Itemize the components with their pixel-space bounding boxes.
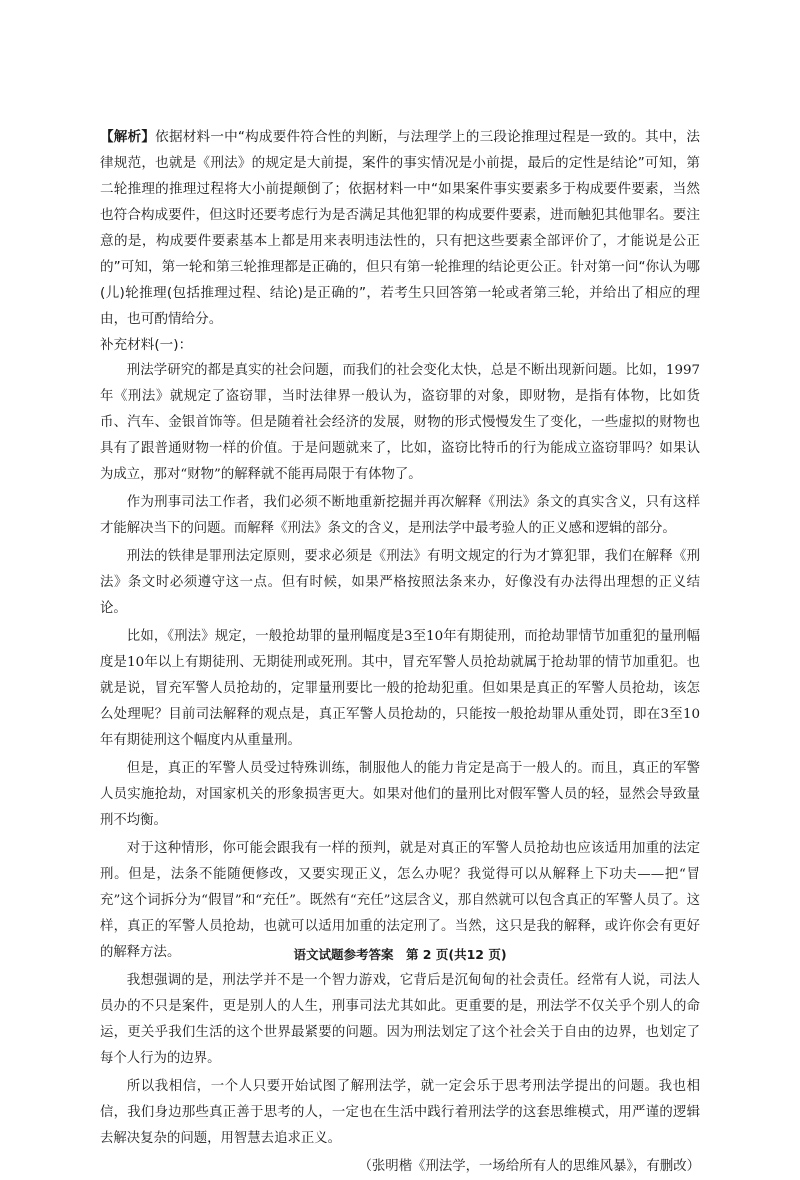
page-footer: 语文试题参考答案 第 2 页(共12 页) bbox=[293, 947, 507, 962]
supplement-paragraph: 所以我相信，一个人只要开始试图了解刑法学，就一定会乐于思考刑法学提出的问题。我也相信，我们身边那些真正善于思考的人，一定也在生活中践行着刑法学的这套思维模式，用严谨的逻辑去解决复杂的问题，用智慧去追求正义。 bbox=[100, 1079, 700, 1146]
source-citation: （张明楷《刑法学，一场给所有人的思维风暴》，有删改） bbox=[358, 1159, 700, 1174]
analysis-tag: 【解析】 bbox=[100, 129, 156, 145]
supplement-paragraph: 但是，真正的军警人员受过特殊训练，制服他人的能力肯定是高于一般人的。而且，真正的军警人员实施抢劫，对国家机关的形象损害更大。如果对他们的量刑比对假军警人员的轻，显然会导致量刑不均衡。 bbox=[100, 761, 700, 828]
supplement-title: 补充材料(一)： bbox=[100, 337, 193, 353]
supplement-paragraph: 我想强调的是，刑法学并不是一个智力游戏，它背后是沉甸甸的社会责任。经常有人说，司法人员办的不只是案件，更是别人的人生，刑事司法尤其如此。更重要的是，刑法学不仅关乎个别人的命运，更关乎我们生活的这个世界最紧要的问题。因为刑法划定了这个社会关于自由的边界，也划定了每个人行为的边界。 bbox=[100, 973, 700, 1066]
supplement-paragraph: 刑法学研究的都是真实的社会问题，而我们的社会变化太快，总是不断出现新问题。比如，1997年《刑法》就规定了盗窃罪，当时法律界一般认为，盗窃罪的对象，即财物，是指有体物，比如货币、汽车、金银首饰等。但是随着社会经济的发展，财物的形式慢慢发生了变化，一些虚拟的财物也具有了跟普通财物一样的价值。于是问题就来了，比如，盗窃比特币的行为能成立盗窃罪吗？如果认为成立，那对“财物”的解释就不能再局限于有体物了。 bbox=[100, 363, 700, 482]
supplement-paragraph: 对于这种情形，你可能会跟我有一样的预判，就是对真正的军警人员抢劫也应该适用加重的法定刑。但是，法条不能随便修改，又要实现正义，怎么办呢？我觉得可以从解释上下功夫——把“冒充”这个词拆分为“假冒”和“充任”。既然有“充任”这层含义，那自然就可以包含真正的军警人员了。这样，真正的军警人员抢劫，也就可以适用加重的法定刑了。当然，这只是我的解释，或许你会有更好的解释方法。 bbox=[100, 841, 700, 960]
supplement-paragraph: 作为刑事司法工作者，我们必须不断地重新挖掘并再次解释《刑法》条文的真实含义，只有这样才能解决当下的问题。而解释《刑法》条文的含义，是刑法学中最考验人的正义感和逻辑的部分。 bbox=[100, 495, 700, 536]
supplement-paragraph: 比如，《刑法》规定，一般抢劫罪的量刑幅度是3至10年有期徒刑，而抢劫罪情节加重犯的量刑幅度是10年以上有期徒刑、无期徒刑或死刑。其中，冒充军警人员抢劫就属于抢劫罪的情节加重犯。也就是说，冒充军警人员抢劫的，定罪量刑要比一般的抢劫犯重。但如果是真正的军警人员抢劫，该怎么处理呢？目前司法解释的观点是，真正军警人员抢劫的，只能按一般抢劫罪从重处罚，即在3至10年有期徒刑这个幅度内从重量刑。 bbox=[100, 629, 700, 748]
supplement-paragraph: 刑法的铁律是罪刑法定原则，要求必须是《刑法》有明文规定的行为才算犯罪，我们在解释《刑法》条文时必须遵守这一点。但有时候，如果严格按照法条来办，好像没有办法得出理想的正义结论。 bbox=[100, 549, 700, 616]
answer-content bbox=[100, 124, 700, 1180]
analysis-paragraph bbox=[100, 124, 700, 332]
analysis-text: 依据材料一中“构成要件符合性的判断，与法理学上的三段论推理过程是一致的。其中，法律规范，也就是《刑法》的规定是大前提，案件的事实情况是小前提，最后的定性是结论”可知，第二轮推理的推理过程将大小前提颠倒了；依据材料一中“如果案件事实要素多于构成要件要素，当然也符合构成要件，但这时还要考虑行为是否满足其他犯罪的构成要件要素，进而触犯其他罪名。要注意的是，构成要件要素基本上都是用来表明违法性的，只有把这些要素全部评价了，才能说是公正的”可知，第一轮和第三轮推理都是正确的，但只有第一轮推理的结论更公正。针对第一问“你认为哪(儿)轮推理(包括推理过程、结论)是正确的”，若考生只回答第一轮或者第三轮，并给出了相应的理由，也可酌情给分。 bbox=[100, 129, 701, 327]
